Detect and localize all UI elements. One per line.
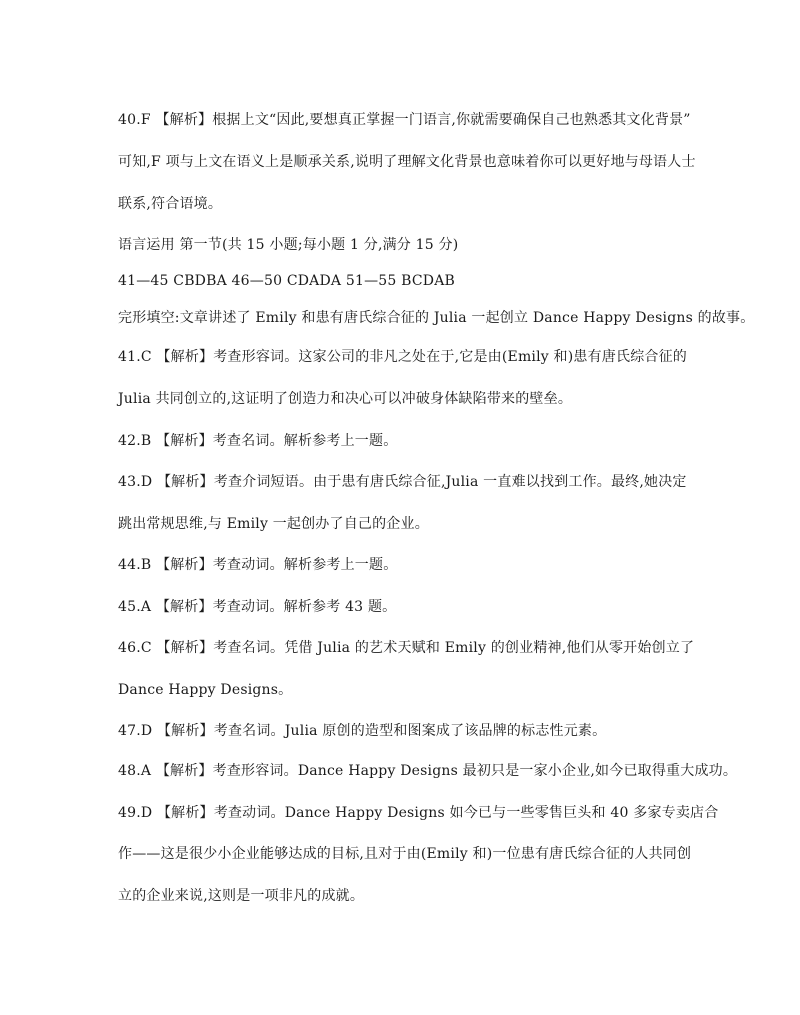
paragraph-line: 46.C 【解析】考查名词。凭借 Julia 的艺术天赋和 Emily 的创业精神,他们从零开始创立了 bbox=[118, 640, 695, 656]
section-heading: 语言运用 第一节(共 15 小题;每小题 1 分,满分 15 分) bbox=[118, 237, 459, 253]
paragraph-line: 完形填空:文章讲述了 Emily 和患有唐氏综合征的 Julia 一起创立 Dance Happy Designs 的故事。 bbox=[118, 310, 755, 326]
paragraph-line: 联系,符合语境。 bbox=[118, 196, 223, 212]
paragraph-line: 40.F 【解析】根据上文“因此,要想真正掌握一门语言,你就需要确保自己也熟悉其文化背景” bbox=[118, 112, 691, 128]
paragraph-line: 47.D 【解析】考查名词。Julia 原创的造型和图案成了该品牌的标志性元素。 bbox=[118, 723, 607, 739]
paragraph-line: 作——这是很少小企业能够达成的目标,且对于由(Emily 和)一位患有唐氏综合征的人共同创 bbox=[118, 846, 692, 862]
paragraph-line: 45.A 【解析】考查动词。解析参考 43 题。 bbox=[118, 599, 397, 615]
paragraph-line: 49.D 【解析】考查动词。Dance Happy Designs 如今已与一些零售巨头和 40 多家专卖店合 bbox=[118, 805, 719, 821]
paragraph-line: 44.B 【解析】考查动词。解析参考上一题。 bbox=[118, 557, 398, 573]
paragraph-line: 可知,F 项与上文在语义上是顺承关系,说明了理解文化背景也意味着你可以更好地与母语人士 bbox=[118, 154, 696, 170]
answer-key: 41—45 CBDBA 46—50 CDADA 51—55 BCDAB bbox=[118, 273, 456, 289]
paragraph-line: 48.A 【解析】考查形容词。Dance Happy Designs 最初只是一家小企业,如今已取得重大成功。 bbox=[118, 763, 738, 779]
paragraph-line: Dance Happy Designs。 bbox=[118, 682, 293, 698]
paragraph-line: 43.D 【解析】考查介词短语。由于患有唐氏综合征,Julia 一直难以找到工作。最终,她决定 bbox=[118, 474, 687, 490]
paragraph-line: 42.B 【解析】考查名词。解析参考上一题。 bbox=[118, 433, 398, 449]
paragraph-line: Julia 共同创立的,这证明了创造力和决心可以冲破身体缺陷带来的壁垒。 bbox=[118, 391, 573, 407]
paragraph-line: 41.C 【解析】考查形容词。这家公司的非凡之处在于,它是由(Emily 和)患有唐氏综合征的 bbox=[118, 349, 688, 365]
paragraph-line: 跳出常规思维,与 Emily 一起创办了自己的企业。 bbox=[118, 516, 429, 532]
paragraph-line: 立的企业来说,这则是一项非凡的成就。 bbox=[118, 888, 365, 904]
